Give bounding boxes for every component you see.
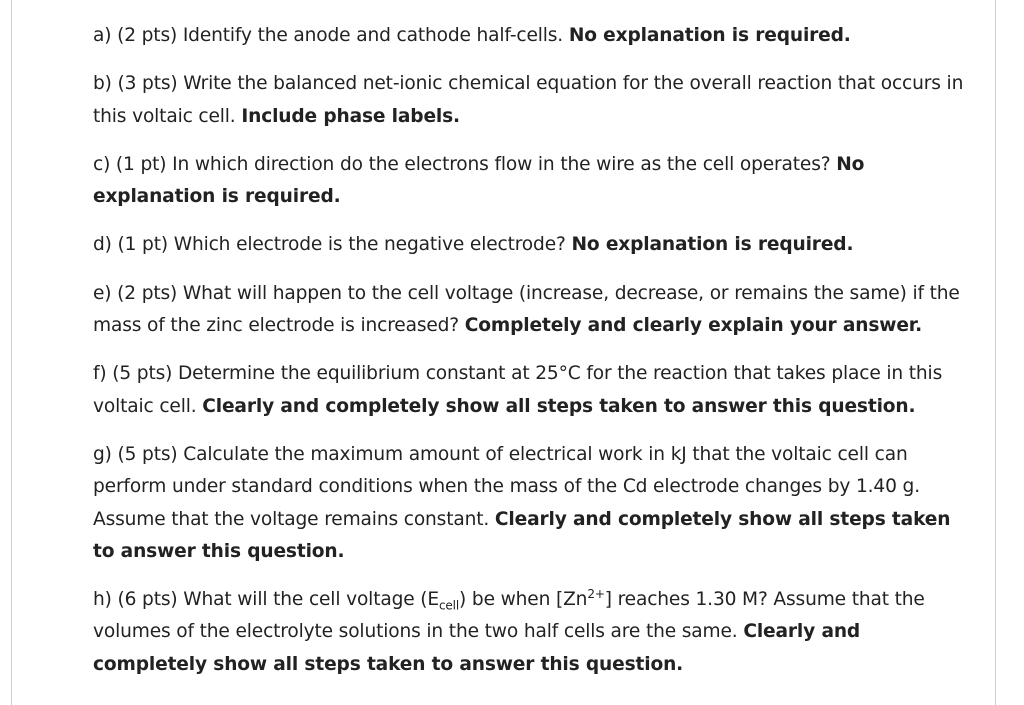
document-page [11, 0, 996, 705]
question-c-emphasis: No explanation is required. [93, 153, 865, 208]
ecell-subscript: cell [438, 598, 460, 613]
question-h-text-end: ] reaches 1.30 M? Assume that the volumes of the electrolyte solutions in the two half cells are the same. [93, 589, 925, 643]
question-d [93, 229, 973, 261]
question-f-text: f) (5 pts) Determine the equilibrium constant at 25°C for the reaction that takes place in this voltaic cell. [93, 363, 943, 417]
question-h-text-mid: ) be when [Zn [459, 589, 588, 611]
question-e-text: e) (2 pts) What will happen to the cell voltage (increase, decrease, or remains the same) if the mass of the zinc electrode is increased? [93, 282, 960, 337]
question-b [93, 68, 973, 133]
question-a-emphasis: No explanation is required. [568, 25, 851, 46]
question-g [93, 439, 973, 568]
question-c-text: c) (1 pt) In which direction do the electrons flow in the wire as the cell operates? [93, 153, 837, 175]
question-h [93, 584, 973, 681]
question-g-text: g) (5 pts) Calculate the maximum amount of electrical work in kJ that the voltaic cell can perform under standard conditions when the mass of the Cd electrode changes by 1.40 g. Assume that the voltage remains constant. [93, 443, 920, 530]
question-b-emphasis: Include phase labels. [241, 105, 460, 127]
question-e [93, 278, 973, 343]
question-h-text-start: h) (6 pts) What will the cell voltage (E [93, 589, 439, 611]
question-b-text: b) (3 pts) Write the balanced net-ionic chemical equation for the overall reaction that occurs in this voltaic cell. [93, 73, 964, 127]
question-e-emphasis: Completely and clearly explain your answer. [464, 315, 923, 337]
question-a [93, 20, 973, 52]
zinc-charge-superscript: 2+ [587, 586, 605, 601]
question-f [93, 358, 973, 423]
question-d-emphasis: No explanation is required. [571, 234, 854, 256]
question-f-emphasis: Clearly and completely show all steps taken to answer this question. [202, 395, 916, 417]
question-a-text: a) (2 pts) Identify the anode and cathode half-cells. [93, 25, 569, 46]
question-g-emphasis: Clearly and completely show all steps taken to answer this question. [93, 508, 951, 562]
question-c [93, 149, 973, 214]
question-h-emphasis: Clearly and completely show all steps taken to answer this question. [93, 621, 861, 675]
question-d-text: d) (1 pt) Which electrode is the negative electrode? [93, 234, 572, 256]
question-list [93, 20, 973, 697]
